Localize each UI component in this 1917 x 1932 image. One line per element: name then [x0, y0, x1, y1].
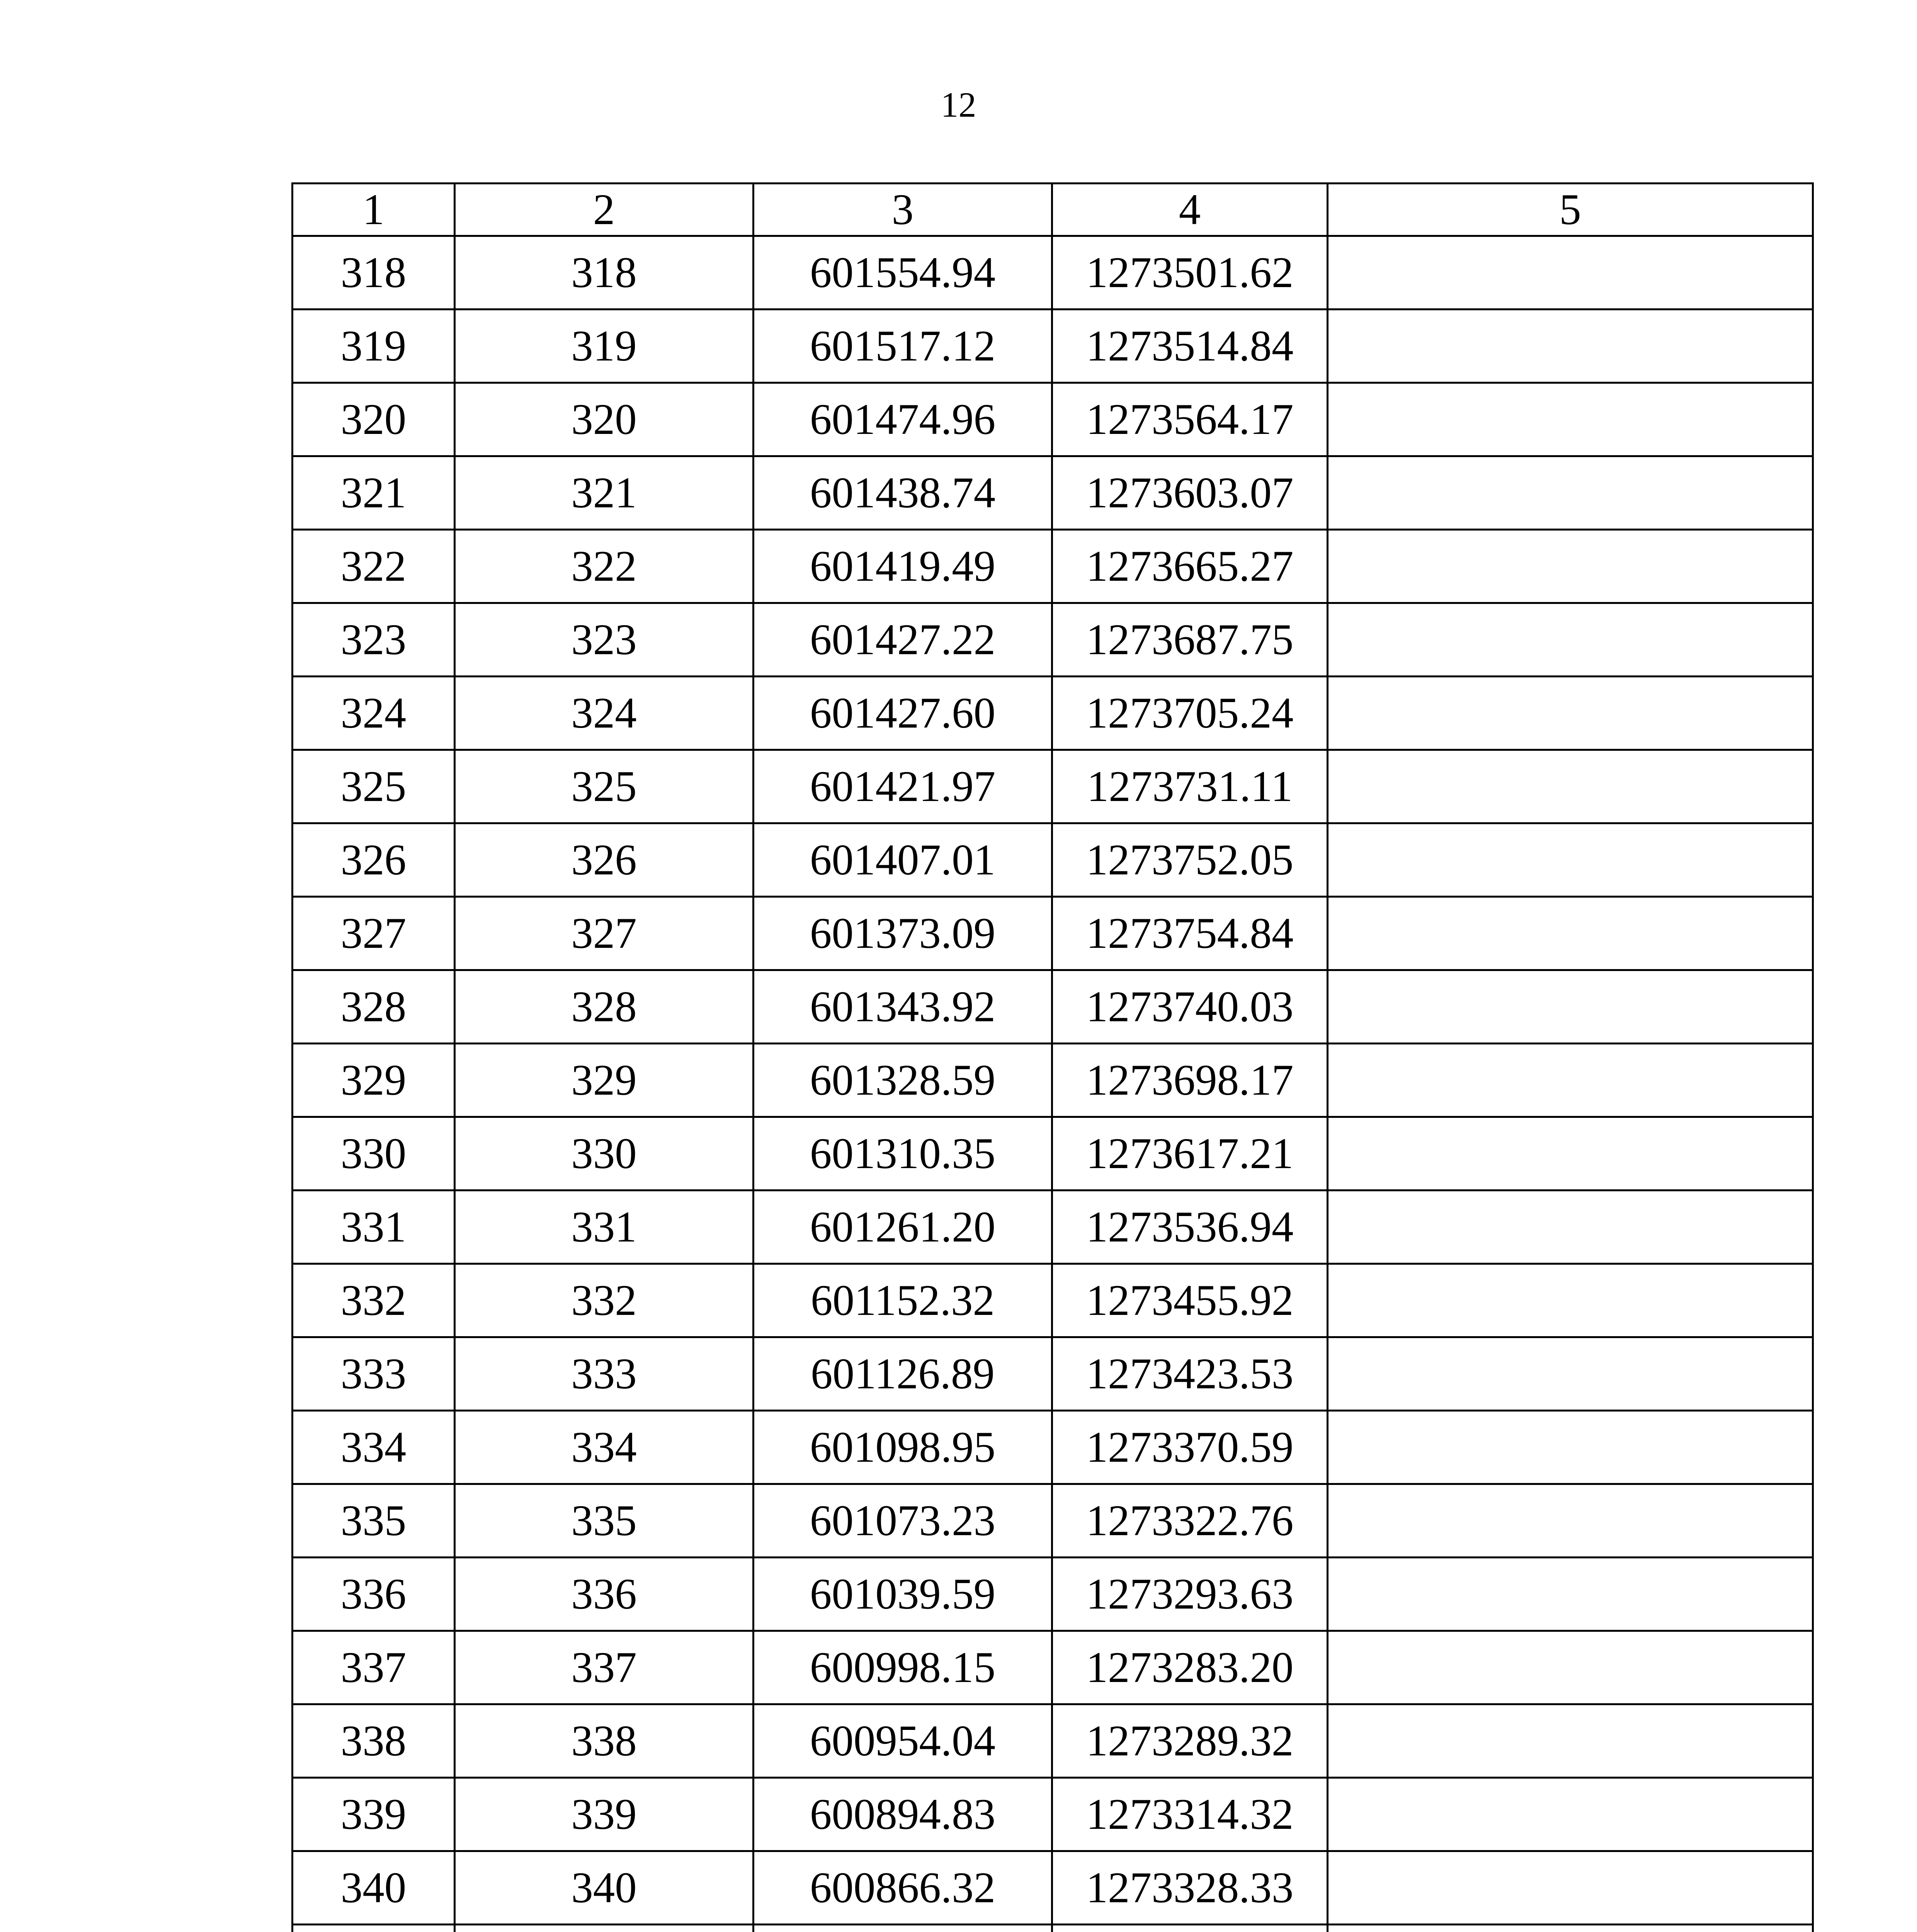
column-header-3: 3 — [754, 184, 1052, 236]
x-coordinate-cell: 601474.96 — [754, 383, 1052, 456]
note-cell — [1328, 530, 1813, 603]
x-coordinate-cell: 600894.83 — [754, 1778, 1052, 1851]
note-cell — [1328, 1925, 1813, 1932]
point-number-cell: 322 — [293, 530, 455, 603]
column-header-5: 5 — [1328, 184, 1813, 236]
y-coordinate-cell: 1273501.62 — [1052, 236, 1328, 310]
point-number-cell: 338 — [293, 1704, 455, 1778]
point-number-cell: 326 — [293, 823, 455, 897]
point-number-cell: 329 — [293, 1044, 455, 1117]
point-id-cell: 326 — [455, 823, 754, 897]
point-number-cell: 319 — [293, 310, 455, 383]
y-coordinate-cell: 1273314.32 — [1052, 1778, 1328, 1851]
note-cell — [1328, 823, 1813, 897]
note-cell — [1328, 1337, 1813, 1411]
table-header-row — [293, 184, 1813, 236]
column-header-2: 2 — [455, 184, 754, 236]
table-row — [293, 1337, 1813, 1411]
x-coordinate-cell: 601328.59 — [754, 1044, 1052, 1117]
table-row — [293, 1704, 1813, 1778]
x-coordinate-cell: 600866.32 — [754, 1851, 1052, 1925]
point-id-cell: 337 — [455, 1631, 754, 1704]
table-row — [293, 603, 1813, 677]
x-coordinate-cell: 601261.20 — [754, 1190, 1052, 1264]
table-row — [293, 530, 1813, 603]
y-coordinate-cell: 1273293.63 — [1052, 1558, 1328, 1631]
x-coordinate-cell: 601407.01 — [754, 823, 1052, 897]
point-id-cell: 333 — [455, 1337, 754, 1411]
note-cell — [1328, 310, 1813, 383]
y-coordinate-cell: 1273514.84 — [1052, 310, 1328, 383]
table-row — [293, 897, 1813, 970]
x-coordinate-cell: 601310.35 — [754, 1117, 1052, 1190]
column-header-4: 4 — [1052, 184, 1328, 236]
point-number-cell: 333 — [293, 1337, 455, 1411]
point-number-cell: 336 — [293, 1558, 455, 1631]
page-number: 12 — [941, 85, 976, 124]
x-coordinate-cell: 600954.04 — [754, 1704, 1052, 1778]
table-row — [293, 1190, 1813, 1264]
y-coordinate-cell: 1273423.53 — [1052, 1337, 1328, 1411]
y-coordinate-cell: 1273536.94 — [1052, 1190, 1328, 1264]
y-coordinate-cell: 1273617.21 — [1052, 1117, 1328, 1190]
note-cell — [1328, 603, 1813, 677]
point-id-cell: 336 — [455, 1558, 754, 1631]
x-coordinate-cell: 601126.89 — [754, 1337, 1052, 1411]
x-coordinate-cell: 601152.32 — [754, 1264, 1052, 1337]
note-cell — [1328, 750, 1813, 823]
note-cell — [1328, 1704, 1813, 1778]
y-coordinate-cell: 1273455.92 — [1052, 1264, 1328, 1337]
note-cell — [1328, 456, 1813, 530]
point-id-cell: 338 — [455, 1704, 754, 1778]
note-cell — [1328, 897, 1813, 970]
y-coordinate-cell: 1273328.33 — [1052, 1851, 1328, 1925]
x-coordinate-cell: 601343.92 — [754, 970, 1052, 1044]
note-cell — [1328, 1631, 1813, 1704]
point-id-cell: 320 — [455, 383, 754, 456]
x-coordinate-cell: 601438.74 — [754, 456, 1052, 530]
table-row — [293, 310, 1813, 383]
y-coordinate-cell: 1273740.03 — [1052, 970, 1328, 1044]
note-cell — [1328, 1044, 1813, 1117]
y-coordinate-cell: 1273283.20 — [1052, 1631, 1328, 1704]
point-number-cell: 324 — [293, 677, 455, 750]
table-row — [293, 1117, 1813, 1190]
y-coordinate-cell: 1273564.17 — [1052, 383, 1328, 456]
point-id-cell: 319 — [455, 310, 754, 383]
point-id-cell — [455, 1925, 754, 1932]
note-cell — [1328, 1264, 1813, 1337]
point-number-cell: 332 — [293, 1264, 455, 1337]
point-id-cell: 328 — [455, 970, 754, 1044]
x-coordinate-cell: 601098.95 — [754, 1411, 1052, 1484]
x-coordinate-cell: 601554.94 — [754, 236, 1052, 310]
note-cell — [1328, 677, 1813, 750]
table-row — [293, 1558, 1813, 1631]
x-coordinate-cell: 601427.22 — [754, 603, 1052, 677]
table-row — [293, 1631, 1813, 1704]
coordinates-table — [291, 182, 1814, 1932]
x-coordinate-cell: 601517.12 — [754, 310, 1052, 383]
x-coordinate-cell: 601373.09 — [754, 897, 1052, 970]
point-id-cell: 334 — [455, 1411, 754, 1484]
table-row — [293, 677, 1813, 750]
point-number-cell: 331 — [293, 1190, 455, 1264]
table-row — [293, 823, 1813, 897]
point-number-cell — [293, 1925, 455, 1932]
x-coordinate-cell: 601073.23 — [754, 1484, 1052, 1558]
y-coordinate-cell: 1273289.32 — [1052, 1704, 1328, 1778]
x-coordinate-cell — [754, 1925, 1052, 1932]
point-number-cell: 323 — [293, 603, 455, 677]
y-coordinate-cell: 1273754.84 — [1052, 897, 1328, 970]
table-row — [293, 970, 1813, 1044]
y-coordinate-cell: 1273698.17 — [1052, 1044, 1328, 1117]
point-number-cell: 328 — [293, 970, 455, 1044]
table-row — [293, 1411, 1813, 1484]
point-id-cell: 332 — [455, 1264, 754, 1337]
point-id-cell: 321 — [455, 456, 754, 530]
point-number-cell: 318 — [293, 236, 455, 310]
point-id-cell: 327 — [455, 897, 754, 970]
x-coordinate-cell: 601039.59 — [754, 1558, 1052, 1631]
note-cell — [1328, 1411, 1813, 1484]
note-cell — [1328, 1190, 1813, 1264]
table-row — [293, 1778, 1813, 1851]
point-id-cell: 330 — [455, 1117, 754, 1190]
table-row — [293, 1484, 1813, 1558]
table-row — [293, 1044, 1813, 1117]
point-id-cell: 331 — [455, 1190, 754, 1264]
point-number-cell: 327 — [293, 897, 455, 970]
point-number-cell: 325 — [293, 750, 455, 823]
y-coordinate-cell: 1273752.05 — [1052, 823, 1328, 897]
point-id-cell: 324 — [455, 677, 754, 750]
note-cell — [1328, 1484, 1813, 1558]
point-id-cell: 339 — [455, 1778, 754, 1851]
point-id-cell: 322 — [455, 530, 754, 603]
x-coordinate-cell: 601427.60 — [754, 677, 1052, 750]
point-number-cell: 320 — [293, 383, 455, 456]
note-cell — [1328, 970, 1813, 1044]
y-coordinate-cell: 1273687.75 — [1052, 603, 1328, 677]
column-header-1: 1 — [293, 184, 455, 236]
y-coordinate-cell: 1273705.24 — [1052, 677, 1328, 750]
note-cell — [1328, 1851, 1813, 1925]
y-coordinate-cell — [1052, 1925, 1328, 1932]
table-row — [293, 750, 1813, 823]
note-cell — [1328, 1778, 1813, 1851]
table-row — [293, 1851, 1813, 1925]
table-row — [293, 236, 1813, 310]
y-coordinate-cell: 1273322.76 — [1052, 1484, 1328, 1558]
point-number-cell: 339 — [293, 1778, 455, 1851]
point-number-cell: 321 — [293, 456, 455, 530]
point-number-cell: 340 — [293, 1851, 455, 1925]
point-id-cell: 329 — [455, 1044, 754, 1117]
x-coordinate-cell: 600998.15 — [754, 1631, 1052, 1704]
table-body — [293, 236, 1813, 1932]
table-row — [293, 456, 1813, 530]
point-id-cell: 318 — [455, 236, 754, 310]
table-row — [293, 383, 1813, 456]
x-coordinate-cell: 601419.49 — [754, 530, 1052, 603]
table-row — [293, 1264, 1813, 1337]
point-number-cell: 330 — [293, 1117, 455, 1190]
point-id-cell: 323 — [455, 603, 754, 677]
y-coordinate-cell: 1273603.07 — [1052, 456, 1328, 530]
point-id-cell: 335 — [455, 1484, 754, 1558]
point-number-cell: 334 — [293, 1411, 455, 1484]
table-row — [293, 1925, 1813, 1932]
note-cell — [1328, 383, 1813, 456]
point-id-cell: 325 — [455, 750, 754, 823]
y-coordinate-cell: 1273731.11 — [1052, 750, 1328, 823]
point-number-cell: 335 — [293, 1484, 455, 1558]
point-id-cell: 340 — [455, 1851, 754, 1925]
y-coordinate-cell: 1273370.59 — [1052, 1411, 1328, 1484]
note-cell — [1328, 1558, 1813, 1631]
x-coordinate-cell: 601421.97 — [754, 750, 1052, 823]
note-cell — [1328, 236, 1813, 310]
point-number-cell: 337 — [293, 1631, 455, 1704]
y-coordinate-cell: 1273665.27 — [1052, 530, 1328, 603]
note-cell — [1328, 1117, 1813, 1190]
